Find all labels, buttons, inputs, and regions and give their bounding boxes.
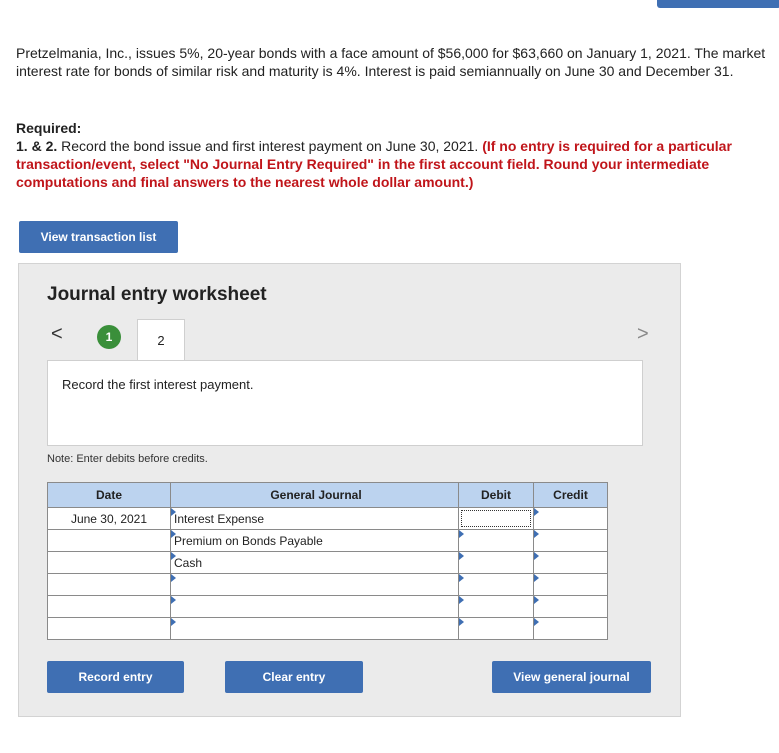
clear-entry-button[interactable]: Clear entry <box>225 661 363 693</box>
credit-input[interactable] <box>534 508 608 530</box>
step-1-tab[interactable]: 1 <box>97 325 121 349</box>
date-cell: June 30, 2021 <box>48 508 171 530</box>
input-marker-icon <box>459 574 464 582</box>
account-value: Premium on Bonds Payable <box>174 533 323 548</box>
debits-note: Note: Enter debits before credits. <box>47 453 208 465</box>
credit-input[interactable] <box>534 596 608 618</box>
input-marker-icon <box>534 596 539 604</box>
account-field[interactable] <box>171 574 459 596</box>
record-entry-button[interactable]: Record entry <box>47 661 184 693</box>
input-marker-icon <box>459 618 464 626</box>
date-header: Date <box>48 483 171 508</box>
table-row <box>48 596 608 618</box>
instruction-box <box>47 360 643 446</box>
account-field[interactable] <box>171 508 459 530</box>
credit-header: Credit <box>534 483 608 508</box>
input-marker-icon <box>534 618 539 626</box>
top-toolbar-button[interactable] <box>657 0 779 8</box>
input-marker-icon <box>534 508 539 516</box>
problem-text: Pretzelmania, Inc., issues 5%, 20-year bonds with a face amount of $56,000 for $63,660 on January 1, 2021. The market interest rate for bonds of similar risk and maturity is 4%. Interest is paid semiannually on June 30 and December 31. <box>16 45 766 79</box>
account-field[interactable] <box>171 530 459 552</box>
credit-input[interactable] <box>534 618 608 640</box>
account-field[interactable] <box>171 552 459 574</box>
input-marker-icon <box>534 574 539 582</box>
part-label: 1. & 2. <box>16 138 58 154</box>
date-cell[interactable] <box>48 552 171 574</box>
account-field[interactable] <box>171 596 459 618</box>
table-row <box>48 618 608 640</box>
table-row <box>48 574 608 596</box>
view-general-journal-button[interactable]: View general journal <box>492 661 651 693</box>
general-journal-header: General Journal <box>171 483 459 508</box>
input-marker-icon <box>534 552 539 560</box>
dropdown-marker-icon <box>171 618 176 626</box>
table-row <box>48 552 608 574</box>
step-2-tab[interactable]: 2 <box>137 319 185 361</box>
input-marker-icon <box>459 596 464 604</box>
prev-arrow-icon[interactable]: < <box>51 323 63 345</box>
input-marker-icon <box>459 552 464 560</box>
debit-input[interactable] <box>459 530 534 552</box>
credit-input[interactable] <box>534 574 608 596</box>
input-marker-icon <box>459 530 464 538</box>
dropdown-marker-icon <box>171 508 176 516</box>
dropdown-marker-icon <box>171 596 176 604</box>
debit-input[interactable] <box>459 574 534 596</box>
table-row <box>48 508 608 530</box>
debit-input[interactable] <box>459 552 534 574</box>
required-heading: Required: <box>16 120 82 136</box>
date-cell[interactable] <box>48 574 171 596</box>
debit-input[interactable] <box>459 508 534 530</box>
next-arrow-icon[interactable]: > <box>637 323 649 345</box>
dropdown-marker-icon <box>171 530 176 538</box>
account-field[interactable] <box>171 618 459 640</box>
debit-header: Debit <box>459 483 534 508</box>
account-value: Cash <box>174 555 203 570</box>
required-section <box>16 119 774 191</box>
required-note: (If no entry is required for a particular transaction/event, select "No Journal Entry Required" in the first account field. Round your intermediate computations and final answers to the nearest whole dollar amount.) <box>16 138 732 190</box>
instruction-text: Record the first interest payment. <box>62 377 254 392</box>
credit-input[interactable] <box>534 552 608 574</box>
input-marker-icon <box>534 530 539 538</box>
focus-outline <box>461 510 531 527</box>
view-transaction-list-button[interactable]: View transaction list <box>19 221 178 253</box>
worksheet-title: Journal entry worksheet <box>47 284 267 305</box>
date-cell[interactable] <box>48 596 171 618</box>
journal-header-row <box>48 483 608 508</box>
dropdown-marker-icon <box>171 552 176 560</box>
table-row <box>48 530 608 552</box>
date-cell[interactable] <box>48 530 171 552</box>
journal-table <box>47 482 608 640</box>
problem-statement <box>16 44 774 80</box>
required-instruction: Record the bond issue and first interest payment on June 30, 2021. <box>61 138 479 154</box>
dropdown-marker-icon <box>171 574 176 582</box>
debit-input[interactable] <box>459 618 534 640</box>
debit-input[interactable] <box>459 596 534 618</box>
date-cell[interactable] <box>48 618 171 640</box>
account-value: Interest Expense <box>174 511 265 526</box>
credit-input[interactable] <box>534 530 608 552</box>
